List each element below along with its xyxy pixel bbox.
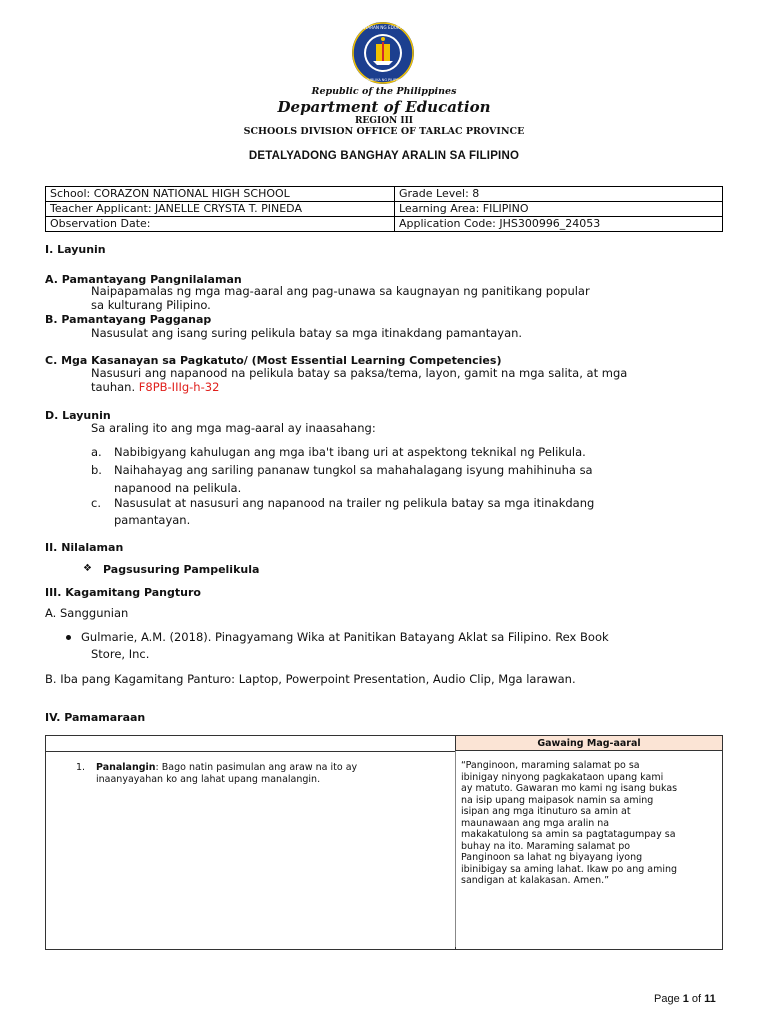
kagamitan-sanggunian: A. Sanggunian [45,606,129,620]
objective-c-marker: c. [91,496,101,510]
prayer-line: isipan ang mga itinuturo sa amin at [461,806,631,817]
prayer-line: na isip upang maipasok namin sa aming [461,794,654,806]
seal-sub-label: REPUBLIKA NG PILIPINAS [361,78,405,82]
table-divider [46,751,455,752]
section-kagamitan-heading: III. Kagamitang Pangturo [45,586,201,599]
page-footer [654,993,716,1005]
page-number: 1 [682,993,689,1005]
subsection-b-heading: B. Pamantayang Pagganap [45,313,212,326]
competency-code: F8PB-IIIg-h-32 [138,380,220,394]
prayer-line: “Panginoon, maraming salamat po sa [461,760,640,771]
subsection-a-text-2: sa kulturang Pilipino. [91,298,211,312]
document-title: DETALYADONG BANGHAY ARALIN SA FILIPINO [248,150,520,162]
teacher-cell: Teacher Applicant: JANELLE CRYSTA T. PINEDA [46,202,395,217]
prayer-line: buhay na ito. Maraming salamat po [461,840,631,852]
objective-b-text-1: Naihahayag ang sariling pananaw tungkol sa mahahalagang isyung mahihinuha sa [114,463,593,477]
prayer-line: ibinigay ninyong pagkakataon upang kami [461,771,664,783]
objective-b-text-2: napanood na pelikula. [114,481,242,495]
prayer-line: ay matuto. Gawaran mo kami ng isang bukas [461,783,678,794]
step-text-1: : Bago natin pasimulan ang araw na ito ay [155,762,358,773]
objective-c-text-2: pamantayan. [114,513,191,527]
objective-a-marker: a. [91,445,102,459]
info-table [45,186,723,232]
subsection-a-text-1: Naipapamalas ng mga mag-aaral ang pag-unawa sa kaugnayan ng panitikang popular [91,284,590,298]
subsection-b-text: Nasusulat ang isang suring pelikula batay sa mga itinakdang pamantayan. [91,326,523,340]
subsection-a-heading: A. Pamantayang Pangnilalaman [45,273,242,286]
prayer-line: ibinibigay sa aming lahat. Ikaw po ang aming [461,863,678,875]
table-row [46,217,723,232]
objective-a-text: Nabibigyang kahulugan ang mga iba't ibang uri at aspektong teknikal ng Pelikula. [114,445,586,459]
kagamitan-iba-pa: B. Iba pang Kagamitang Panturo: Laptop, Powerpoint Presentation, Audio Clip, Mga larawan. [45,672,576,686]
objective-c-text-1: Nasusulat at nasusuri ang napanood na trailer ng pelikula batay sa mga itinakdang [114,496,595,510]
header-sdo: SCHOOLS DIVISION OFFICE OF TARLAC PROVINCE [243,126,525,137]
nilalaman-item: Pagsusuring Pampelikula [103,563,260,576]
header-republic: Republic of the Philippines [311,86,457,97]
section-nilalaman-heading: II. Nilalaman [45,541,124,554]
of-word: of [688,993,705,1005]
column-header-student: Gawaing Mag-aaral [456,736,722,751]
prayer-line: Panginoon sa lahat ng biyayang iyong [461,852,643,863]
subsection-c-heading: C. Mga Kasanayan sa Pagkatuto/ (Most Essential Learning Competencies) [45,354,502,367]
step-text-2: inaanyayahan ko ang lahat upang manalangin. [96,774,321,785]
page-total: 11 [704,993,716,1005]
step-title: Panalangin [96,762,156,773]
reference-text-2: Store, Inc. [91,647,150,661]
deped-seal-icon [340,20,426,86]
header-region: REGION III [354,116,414,126]
reference-text-1: Gulmarie, A.M. (2018). Pinagyamang Wika at Panitikan Batayang Aklat sa Filipino. Rex Book [81,630,609,644]
page-word: Page [654,993,683,1005]
subsection-c-text-2 [91,380,219,395]
reference-item [66,630,609,645]
header-department: Department of Education [277,98,491,116]
code-cell: Application Code: JHS300996_24053 [395,217,723,232]
subsection-c-tauhan: tauhan. [91,380,139,394]
step-number: 1. [76,762,86,773]
grade-cell: Grade Level: 8 [395,187,723,202]
observation-cell: Observation Date: [46,217,395,232]
table-row [46,187,723,202]
prayer-line: maunawaan ang mga aralin na [461,817,610,829]
table-row [46,202,723,217]
area-cell: Learning Area: FILIPINO [395,202,723,217]
prayer-line: makakatulong sa amin sa pagtatagumpay sa [461,829,676,840]
subsection-d-heading: D. Layunin [45,409,111,422]
seal-label: KAGAWARAN NG EDUKASYON [352,25,414,30]
table-divider [455,751,456,947]
subsection-d-intro: Sa araling ito ang mga mag-aaral ay inaasahang: [91,421,376,435]
section-pamamaraan-heading: IV. Pamamaraan [45,711,146,724]
step-line-1 [96,762,357,774]
diamond-bullet-icon: ❖ [83,563,92,574]
school-cell: School: CORAZON NATIONAL HIGH SCHOOL [46,187,395,202]
prayer-line: sandigan at kalakasan. Amen.” [461,875,610,886]
prayer-text [461,760,677,887]
subsection-c-text-1: Nasusuri ang napanood na pelikula batay sa paksa/tema, layon, gamit na mga salita, at mga [91,366,628,380]
section-layunin-heading: I. Layunin [45,243,106,256]
objective-b-marker: b. [91,463,102,477]
bullet-icon [66,635,71,640]
